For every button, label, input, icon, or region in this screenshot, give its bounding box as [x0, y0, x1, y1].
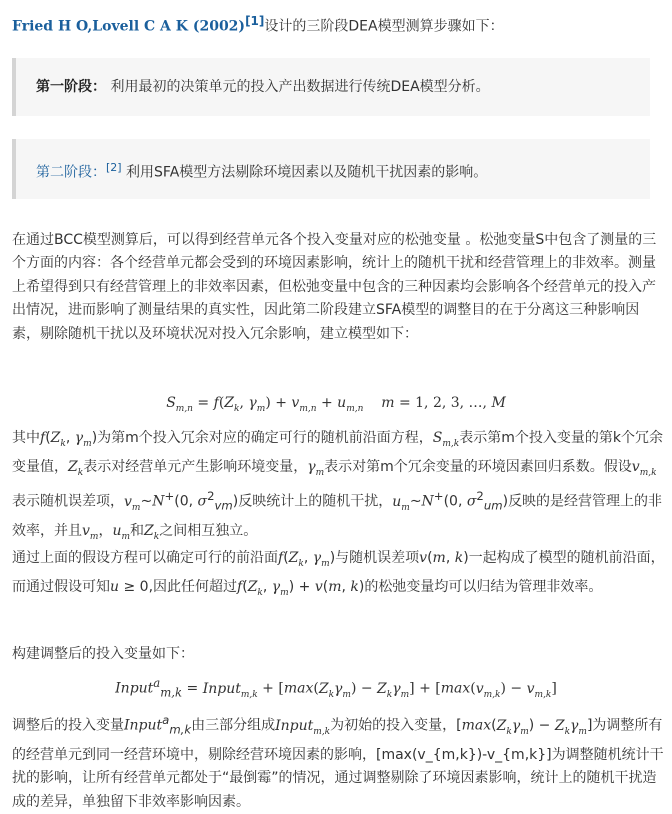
text-fragment: 通过上面的假设方程可以确定可行的前沿面 [12, 550, 278, 566]
reference-link[interactable]: [1] [245, 14, 265, 28]
paragraph-variables: 其中$f(Z_k$, $\gamma_m$)为第m个投入冗余对应的确定可行的随机前沿面方程，$S_{m,k}$表示第m个投入变量的第k个冗余变量值，$Z_k$表示对经营单元产生影响环境变量，$\gamma_m$表示对第m个冗余变量的环境因素回归系数。假设$v_{m,k}$表示随机误差项，$v_m\sim N^+(0$, $\sigma^2_{vm}$)反映统计上的随机干扰，$u_m\sim N^+(0$, $\sigma^2_{um}$)反映的是经营管理上的非效率，并且$v_m$，$u_m$和$Z_k$之间相互独立。 [12, 430, 663, 543]
text-fragment: ,因此任何超过 [148, 579, 238, 596]
text-fragment: 反映统计上的随机干扰， [238, 494, 393, 511]
paragraph-frontier: 通过上面的假设方程可以确定可行的前沿面$f(Z_k$, $\gamma_m$)与随机误差项v(m, k)一起构成了模型的随机前沿面，而通过假设可知u ≥ 0,因此任何超过$f(Z_k$, $\gamma_m) + v(m$, k)的松弛变量均可以归结为管理非效率。 [12, 550, 665, 598]
stage-two-block [12, 139, 650, 199]
paragraph-bcc: 在通过BCC模型测算后，可以得到经营单元各个投入变量对应的松弛变量 。松弛变量S中包含了测量的三个方面的内容：各个经营单元都会受到的环境因素影响，统计上的随机干扰和经营管理上的非效率。测量上希望得到只有经营管理上的非效率因素，但松弛变量中包含的三种因素均会影响各个经营单元的投入产出情况，进而影响了测量结果的真实性，因此第二阶段建立SFA模型的调整目的在于分离这三种影响因素，剔除随机干扰以及环境状况对投入冗余影响，建立模型如下： [12, 232, 657, 342]
text-fragment: 为第m个投入冗余对应的确定可行的随机前沿面方程， [97, 430, 433, 446]
text-fragment: 表示对第m个冗余变量的环境因素回归系数。假设 [324, 459, 632, 476]
text-fragment: 由三部分组成 [191, 717, 276, 734]
text-fragment: 其中 [12, 430, 40, 446]
text-fragment: 为调整随机统计干扰的影响，让所有经营单元都处于“最倒霉”的情况，通过调整剔除了环境因素影响，统计上的随机干扰造成的差异，单独留下非效率影响因素。 [12, 746, 664, 810]
text-fragment: 的松弛变量均可以归结为管理非效率。 [364, 579, 603, 596]
stage-one-block [12, 58, 650, 116]
sfa-formula: $S_{m,n} = f(Z_k$, $\gamma_m) + v_{m,n} + u_{m,n}$ m = 1, 2, 3, …, M [166, 395, 506, 414]
intro-line [12, 10, 662, 38]
stage-two-reference-link[interactable]: [2] [106, 161, 122, 174]
text-fragment: 调整后的投入变量 [12, 717, 124, 734]
text-fragment: 和 [130, 523, 145, 540]
text-fragment: 一起构成了模型的随机前沿面，而通过假设可知 [12, 550, 665, 596]
stage-two-text: 利用SFA模型方法剔除环境因素以及随机干扰因素的影响。 [121, 164, 488, 181]
adjusted-input-formula: Input$^a_{m,k}$ = Input$_{m,k}$ + $[\max(Z_k\gamma_m) - Z_k\gamma_m] + [\max(v_{m,k}) - v_{m,k}]$ [115, 676, 557, 700]
text-fragment: 为初始的投入变量， [330, 717, 457, 734]
paragraph-adjust-intro: 构建调整后的投入变量如下： [12, 646, 194, 662]
text-fragment: 之间相互独立。 [159, 523, 258, 540]
stage-one-text: 利用最初的决策单元的投入产出数据进行传统DEA模型分析。 [106, 79, 490, 95]
stage-one-label: 第一阶段： [36, 79, 106, 95]
text-fragment: 为调整所有的经营单元到同一经营环境中，剔除经营环境因素的影响， [12, 717, 663, 763]
text-fragment: ， [98, 523, 113, 540]
raw-latex-fragment: [max(v_{m,k})-v_{m,k}] [376, 746, 552, 763]
text-fragment: 与随机误差项 [335, 550, 420, 566]
paragraph-adjust-explanation: 调整后的投入变量Input$^a_{m,k}$由三部分组成Input$_{m,k}$为初始的投入变量，$[\max(Z_k\gamma_m) - Z_k\gamma_m]$为调整所有的经营单元到同一经营环境中，剔除经营环境因素的影响，[max(v_{m,k})-v_{m,k}]为调整随机统计干扰的影响，让所有经营单元都处于“最倒霉”的情况，通过调整剔除了环境因素影响，统计上的随机干扰造成的差异，单独留下非效率影响因素。 [12, 713, 664, 810]
stage-two-label: 第二阶段： [36, 164, 106, 181]
author-citation[interactable]: Fried H O,Lovell C A K (2002) [12, 18, 246, 35]
text-fragment: 表示随机误差项， [12, 494, 124, 511]
text-fragment: 表示对经营单元产生影响环境变量， [83, 459, 308, 476]
text-fragment: 反映的是经营管理上的非效率，并且 [12, 494, 663, 540]
text-fragment: 表示第m个投入变量的第k个冗余变量值， [12, 430, 663, 476]
intro-text: 设计的三阶段DEA模型测算步骤如下： [264, 18, 504, 35]
